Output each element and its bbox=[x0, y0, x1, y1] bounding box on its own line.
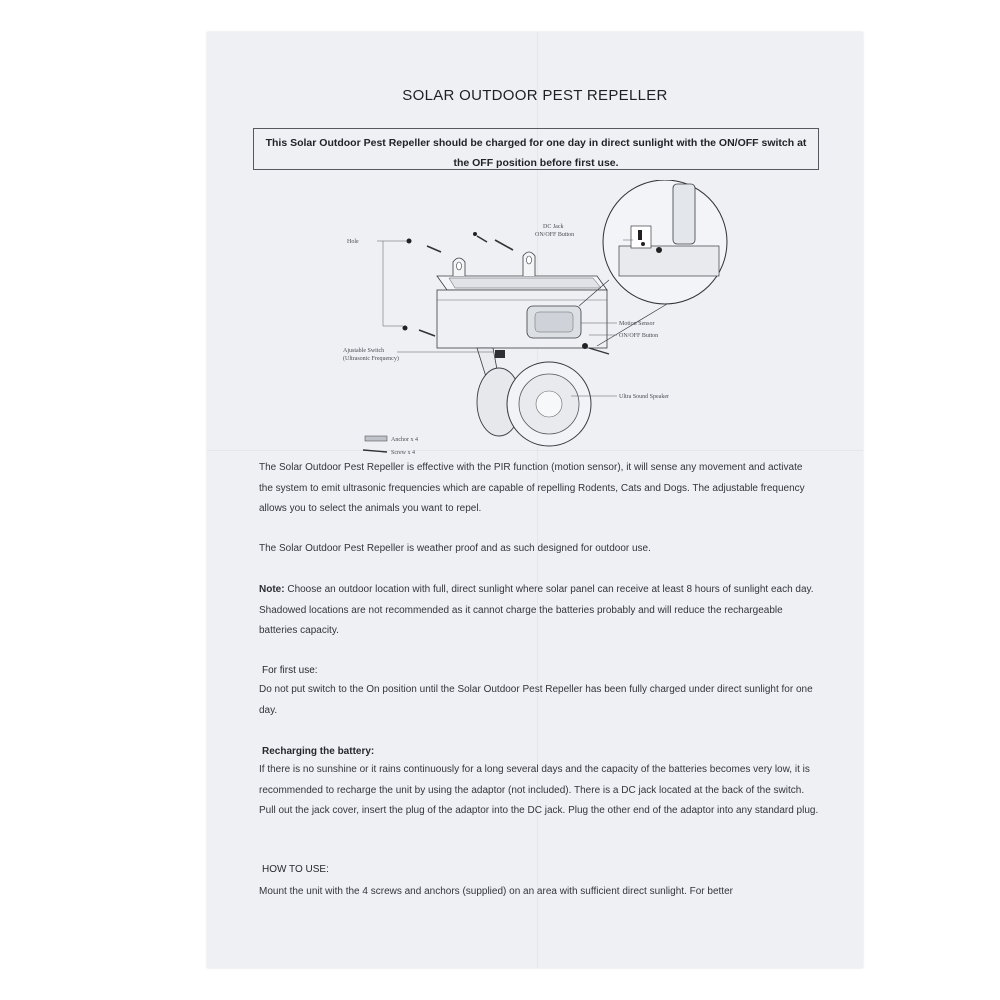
diagram-svg bbox=[327, 180, 747, 460]
label-motion-sensor: Motion Sensor bbox=[619, 321, 655, 327]
adjustable-switch-shape bbox=[495, 350, 505, 358]
inset-post bbox=[673, 184, 695, 244]
heading-recharging: Recharging the battery: bbox=[262, 746, 375, 757]
inset-onoff bbox=[641, 242, 645, 246]
product-diagram bbox=[327, 180, 747, 460]
inset-dc-jack bbox=[638, 230, 642, 240]
motion-sensor-lens bbox=[535, 312, 573, 332]
inset-housing bbox=[619, 246, 719, 276]
label-adjustable-switch: Ajustable Switch bbox=[343, 348, 385, 354]
anchor-2 bbox=[477, 236, 487, 242]
label-screw: Screw x 4 bbox=[391, 450, 415, 456]
onoff-screw bbox=[589, 348, 609, 354]
mount-hole-right bbox=[527, 256, 532, 264]
screw-head-1 bbox=[407, 239, 412, 244]
note-text: Choose an outdoor location with full, direct sunlight where solar panel can receive at least 8 hours of sunlight each day. Shadowed locations are not recommended as it cannot charge the batteries probably and will reduce the rechargeable batteries capacity. bbox=[259, 584, 814, 636]
anchor-1 bbox=[427, 246, 441, 252]
paragraph-weather-proof: The Solar Outdoor Pest Repeller is weather proof and as such designed for outdoor use. bbox=[259, 543, 651, 554]
label-hole: Hole bbox=[347, 239, 359, 245]
paragraph-note bbox=[259, 580, 819, 642]
label-ultrasonic-frequency: (Ultrasonic Frequency) bbox=[343, 356, 399, 362]
label-onoff-top: ON/OFF Button bbox=[535, 232, 575, 238]
anchor-3 bbox=[495, 240, 513, 250]
screw-legend-icon bbox=[363, 450, 387, 452]
mount-hole-left bbox=[457, 262, 462, 270]
document-title: SOLAR OUTDOOR PEST REPELLER bbox=[402, 87, 668, 104]
label-anchor: Anchor x 4 bbox=[391, 437, 418, 443]
inset-button bbox=[656, 247, 662, 253]
note-label: Note: bbox=[259, 584, 285, 595]
housing-front bbox=[437, 290, 607, 348]
paragraph-pir-function: The Solar Outdoor Pest Repeller is effective with the PIR function (motion sensor), it will sense any movement and activate the system to emit ultrasonic frequencies which are capable of repelling Rodents, Cats and Dogs. The adjustable frequency allows you to select the animals you want to repel. bbox=[259, 462, 805, 514]
speaker-center bbox=[536, 391, 562, 417]
solar-panel-cell bbox=[449, 278, 601, 288]
screw-head-2 bbox=[473, 232, 477, 236]
heading-how-to-use: HOW TO USE: bbox=[262, 864, 329, 875]
zoom-inset bbox=[603, 180, 727, 304]
anchor-legend-icon bbox=[365, 436, 387, 441]
onoff-button-dot bbox=[582, 343, 588, 349]
heading-first-use: For first use: bbox=[262, 665, 318, 676]
label-ultra-sound-speaker: Ultra Sound Speaker bbox=[619, 394, 669, 400]
instruction-sheet bbox=[207, 32, 863, 968]
paragraph-how-to-use: Mount the unit with the 4 screws and anchors (supplied) on an area with sufficient direct sunlight. For better bbox=[259, 886, 733, 897]
paragraph-recharging: If there is no sunshine or it rains continuously for a long several days and the capacity of the batteries becomes very low, it is recommended to recharge the unit by using the adaptor (not included). There is a DC jack located at the back of the switch. Pull out the jack cover, insert the plug of the adaptor into the DC jack. Plug the other end of the adaptor into any standard plug. bbox=[259, 764, 819, 816]
label-dc-jack: DC Jack bbox=[543, 224, 564, 230]
label-onoff-button: ON/OFF Button bbox=[619, 333, 659, 339]
notice-box: This Solar Outdoor Pest Repeller should be charged for one day in direct sunlight with the ON/OFF switch at the OFF position before first use. bbox=[253, 128, 819, 170]
paragraph-first-use: Do not put switch to the On position until the Solar Outdoor Pest Repeller has been fully charged under direct sunlight for one day. bbox=[259, 684, 813, 716]
anchor-4 bbox=[419, 330, 435, 336]
screw-head-3 bbox=[403, 326, 408, 331]
